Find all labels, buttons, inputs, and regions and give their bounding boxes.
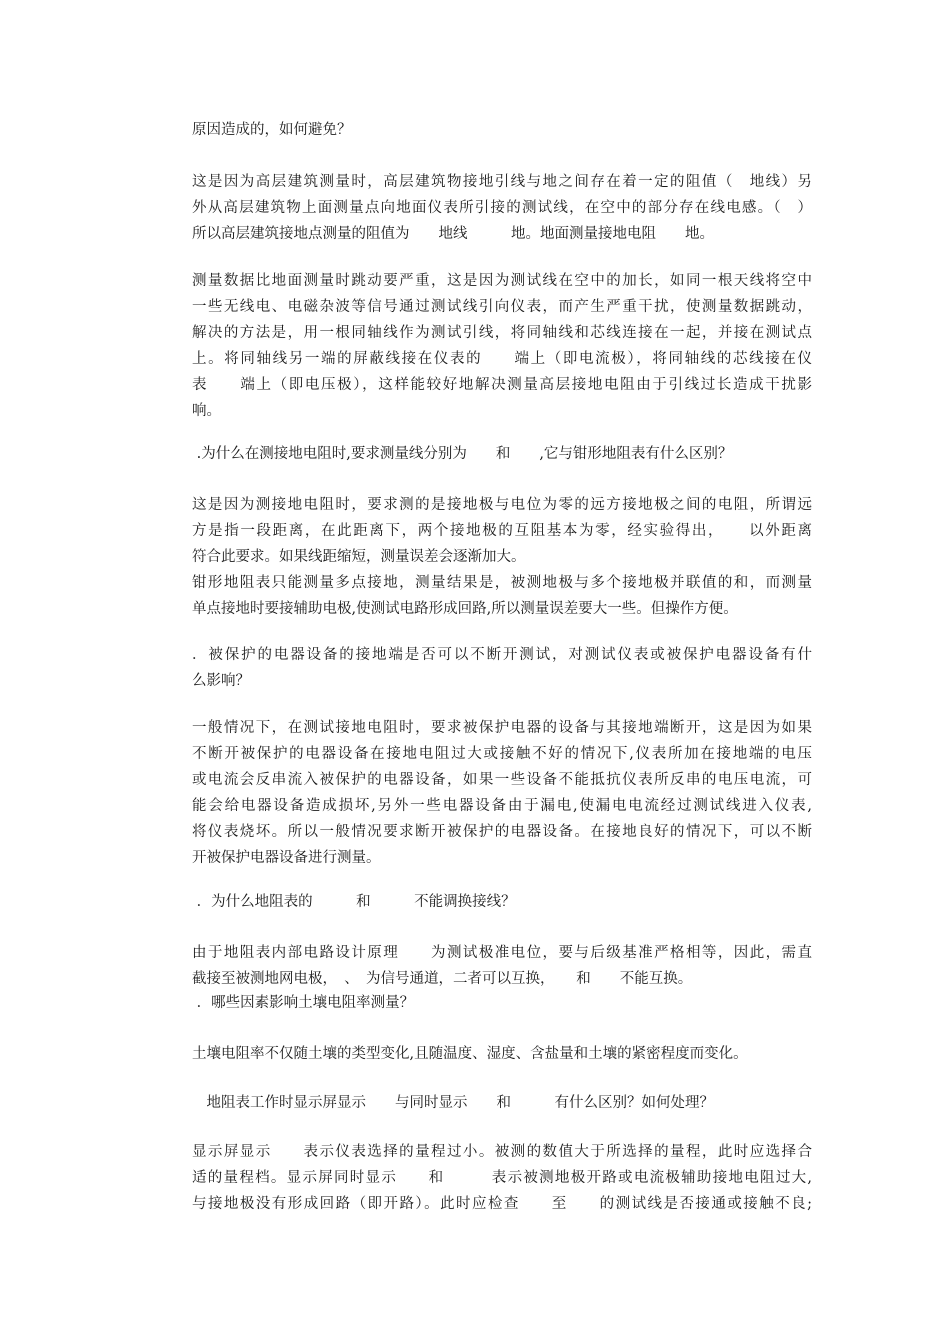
answer-paragraph-3 [192,492,812,622]
question-2 [192,441,812,467]
answer-paragraph-2 [192,268,812,424]
answer2-line-6: 响。 [192,403,221,419]
answer1-line-1: 这是因为高层建筑测量时，高层建筑物接地引线与地之间存在着一定的阻值（ 地线）另 [192,174,812,190]
answer5-line-1: 由于地阻表内部电路设计原理 为测试极准电位，要与后级基准严格相等，因此，需直 [192,945,812,961]
answer4-line-4: 能会给电器设备造成损坏,另外一些电器设备由于漏电,使漏电电流经过测试线进入仪表, [192,798,812,814]
answer5-line-2: 截接至被测地网电极， 、 为信号通道，二者可以互换， 和 不能互换。 [192,971,693,987]
answer4-line-3: 或电流会反串流入被保护的电器设备，如果一些设备不能抵抗仪表所反串的电压电流，可 [192,772,812,788]
answer4-line-2: 不断开被保护的电器设备在接地电阻过大或接触不好的情况下,仪表所加在接地端的电压 [192,746,812,762]
intro-line: 原因造成的，如何避免？ [192,122,352,138]
question4-line: ．为什么地阻表的 和 不能调换接线？ [192,894,516,910]
question5-line: ．哪些因素影响土壤电阻率测量？ [192,995,415,1011]
question-5 [192,990,812,1016]
answer2-line-1: 测量数据比地面测量时跳动要严重，这是因为测试线在空中的加长，如同一根天线将空中 [192,273,812,289]
question6-line: 地阻表工作时显示屏显示 与同时显示 和 有什么区别？如何处理？ [192,1095,714,1111]
answer4-line-6: 开被保护电器设备进行测量。 [192,850,381,866]
answer1-line-2: 外从高层建筑物上面测量点向地面仪表所引接的测试线，在空中的部分存在线电感。（ ） [192,200,812,216]
answer3-line-4: 钳形地阻表只能测量多点接地，测量结果是，被测地极与多个接地极并联值的和，而测量 [192,575,812,591]
answer-paragraph-6 [192,1041,812,1067]
answer2-line-4: 上。将同轴线另一端的屏蔽线接在仪表的 端上（即电流极），将同轴线的芯线接在仪 [192,351,812,367]
answer7-line-2: 适的量程档。显示屏同时显示 和 表示被测地极开路或电流极辅助接地电阻过大, [192,1170,812,1186]
answer4-line-5: 将仪表烧坏。所以一般情况要求断开被保护的电器设备。在接地良好的情况下，可以不断 [192,824,812,840]
answer-paragraph-4 [192,715,812,871]
answer-paragraph-1 [192,169,812,247]
answer1-line-3: 所以高层建筑接地点测量的阻值为 地线 地。地面测量接地电阻 地。 [192,226,714,242]
answer3-line-1: 这是因为测接地电阻时，要求测的是接地极与电位为零的远方接地极之间的电阻，所谓远 [192,497,812,513]
answer-paragraph-7 [192,1139,812,1217]
answer3-line-3: 符合此要求。如果线距缩短，测量误差会逐渐加大。 [192,549,526,565]
answer2-line-5: 表 端上（即电压极），这样能较好地解决测量高层接地电阻由于引线过长造成干扰影 [192,377,812,393]
answer7-line-1: 显示屏显示 表示仪表选择的量程过小。被测的数值大于所选择的量程，此时应选择合 [192,1144,812,1160]
question3-line-2: 么影响？ [192,673,250,689]
answer3-line-5: 单点接地时要接辅助电极,使测试电路形成回路,所以测量误差要大一些。但操作方便。 [192,601,738,617]
answer-paragraph-5 [192,940,812,992]
intro-paragraph [192,117,812,143]
question2-line: .为什么在测接地电阻时,要求测量线分别为 和 ,它与钳形地阻表有什么区别？ [192,446,733,462]
question-6 [192,1090,812,1116]
question3-line-1: ．被保护的电器设备的接地端是否可以不断开测试，对测试仪表或被保护电器设备有什 [192,647,812,663]
answer3-line-2: 方是指一段距离，在此距离下，两个接地极的互阻基本为零，经实验得出， 以外距离 [192,523,812,539]
answer2-line-3: 解决的方法是，用一根同轴线作为测试引线，将同轴线和芯线连接在一起，并接在测试点 [192,325,812,341]
answer2-line-2: 一些无线电、电磁杂波等信号通过测试线引向仪表，而产生严重干扰，使测量数据跳动， [192,299,812,315]
answer7-line-3: 与接地极没有形成回路（即开路）。此时应检查 至 的测试线是否接通或接触不良; [192,1196,812,1212]
question-3 [192,642,812,694]
answer4-line-1: 一般情况下，在测试接地电阻时，要求被保护电器的设备与其接地端断开，这是因为如果 [192,720,812,736]
answer6-line: 土壤电阻率不仅随土壤的类型变化,且随温度、湿度、含盐量和土壤的紧密程度而变化。 [192,1046,748,1062]
question-4 [192,889,812,915]
